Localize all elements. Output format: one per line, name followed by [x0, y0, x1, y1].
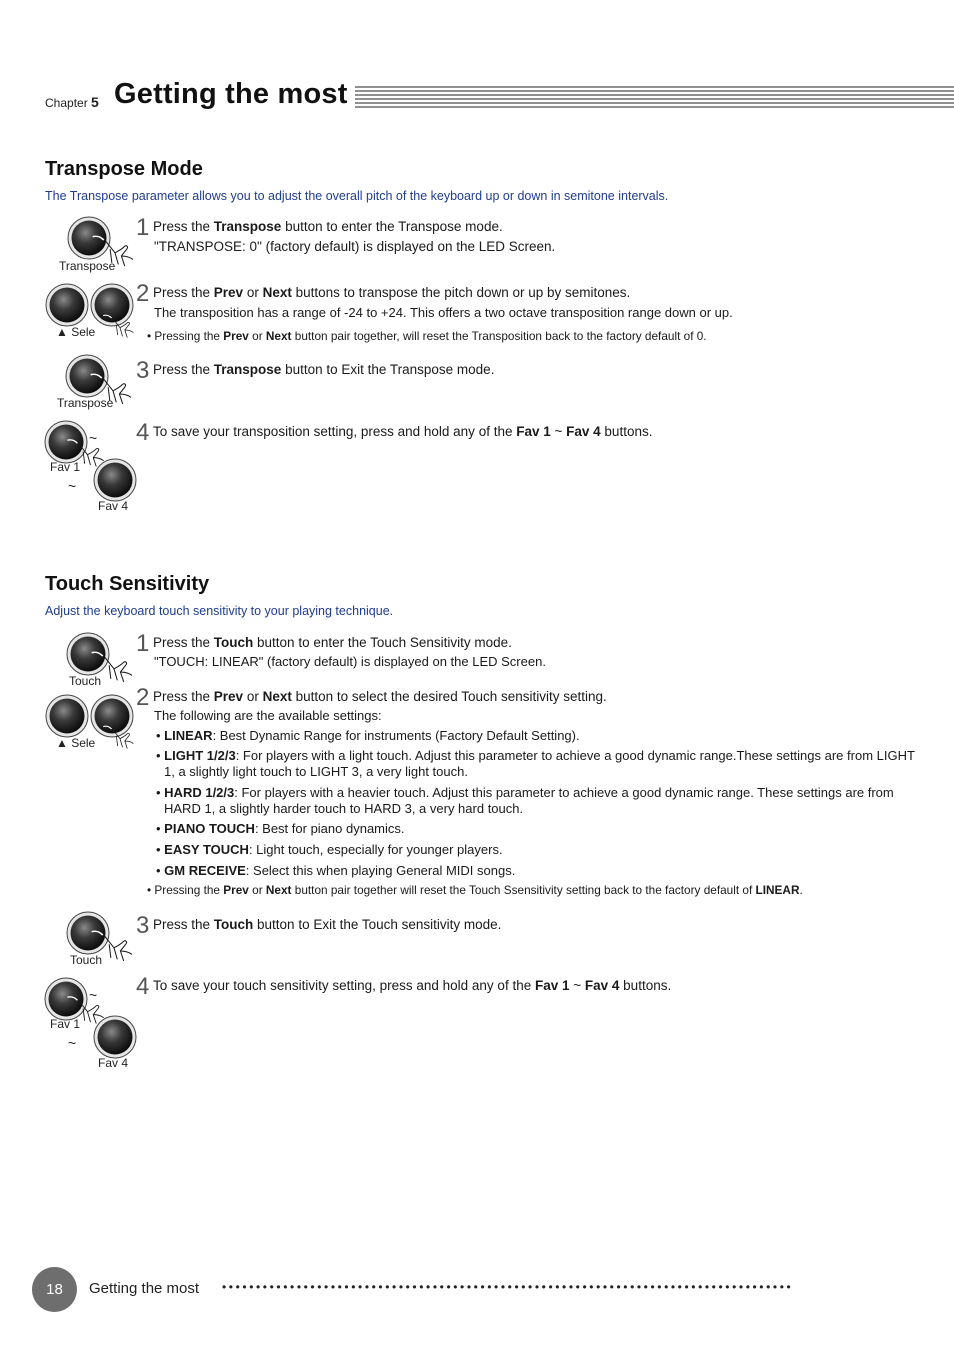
- fav4-button-icon: [93, 458, 137, 502]
- list-item: • LIGHT 1/2/3: For players with a light touch. Adjust this parameter to achieve a good dynamic range.These settings are from LIGHT 1, a slightly light touch to LIGHT 3, a very light touch.: [156, 748, 915, 779]
- step-note: • Pressing the Prev or Next button pair together will reset the Touch Ssensitivity setting back to the factory default of LINEAR.: [147, 883, 803, 897]
- fav4-button-icon: [93, 1015, 137, 1059]
- step-note: • Pressing the Prev or Next button pair together, will reset the Transposition back to the factory default of 0.: [147, 329, 707, 343]
- list-item: • HARD 1/2/3: For players with a heavier touch. Adjust this parameter to achieve a good dynamic range. These settings are from HARD 1, a slightly harder touch to HARD 3, a very hard touch.: [156, 785, 894, 816]
- prev-button-icon: [45, 694, 89, 738]
- touch-button-label: Touch: [70, 953, 103, 967]
- section-title-transpose: Transpose Mode: [45, 158, 203, 180]
- step-subtext: "TOUCH: LINEAR" (factory default) is displayed on the LED Screen.: [154, 654, 546, 669]
- step-number: 3: [136, 912, 150, 939]
- step-number: 4: [136, 419, 150, 446]
- step-text: Press the Transpose button to enter the Transpose mode.: [153, 219, 503, 234]
- finger-press-icon: [100, 723, 140, 753]
- step-subtext: The following are the available settings:: [154, 708, 382, 723]
- list-item: • GM RECEIVE: Select this when playing General MIDI songs.: [156, 863, 516, 878]
- step-subtext: "TRANSPOSE: 0" (factory default) is displayed on the LED Screen.: [154, 239, 556, 254]
- fav4-button-label: Fav 4: [98, 1056, 129, 1070]
- tilde-symbol: ~: [89, 430, 98, 446]
- tilde-symbol: ~: [68, 1035, 77, 1051]
- page-title: Getting the most: [114, 78, 348, 110]
- step-number: 1: [136, 630, 150, 657]
- step-text: To save your transposition setting, press and hold any of the Fav 1 ~ Fav 4 buttons.: [153, 424, 653, 439]
- step-number: 2: [136, 280, 150, 307]
- step-text: Press the Prev or Next buttons to transpose the pitch down or up by semitones.: [153, 285, 631, 300]
- fav1-button-label: Fav 1: [50, 1017, 81, 1031]
- step-number: 4: [136, 973, 150, 1000]
- fav1-button-label: Fav 1: [50, 460, 81, 474]
- step-number: 1: [136, 214, 150, 241]
- touch-intro: Adjust the keyboard touch sensitivity to your playing technique.: [45, 604, 394, 618]
- touch-button-label: Touch: [69, 674, 102, 688]
- footer-dot-leader: ••••••••••••••••••••••••••••••••••••••••••••••••••••••••••••••••••••••••••••••••••••: [222, 1280, 794, 1294]
- tilde-symbol: ~: [68, 478, 77, 494]
- fav4-button-label: Fav 4: [98, 499, 129, 513]
- list-item: • EASY TOUCH: Light touch, especially for younger players.: [156, 842, 503, 857]
- step-text: Press the Transpose button to Exit the Transpose mode.: [153, 362, 495, 377]
- chapter-number: 5: [91, 94, 99, 110]
- step-text: Press the Prev or Next button to select the desired Touch sensitivity setting.: [153, 689, 607, 704]
- page-number: 18: [32, 1267, 77, 1312]
- chapter-label: [45, 94, 99, 110]
- list-item: • LINEAR: Best Dynamic Range for instruments (Factory Default Setting).: [156, 728, 580, 743]
- select-button-label: ▲ Sele: [56, 325, 96, 339]
- step-text: Press the Touch button to Exit the Touch sensitivity mode.: [153, 917, 502, 932]
- step-text: Press the Touch button to enter the Touch Sensitivity mode.: [153, 635, 512, 650]
- tilde-symbol: ~: [89, 987, 98, 1003]
- transpose-button-label: Transpose: [57, 396, 114, 410]
- step-text: To save your touch sensitivity setting, press and hold any of the Fav 1 ~ Fav 4 buttons.: [153, 978, 672, 993]
- step-number: 3: [136, 357, 150, 384]
- select-button-label: ▲ Sele: [56, 736, 96, 750]
- list-item: • PIANO TOUCH: Best for piano dynamics.: [156, 821, 405, 836]
- header-rule-lines: [355, 86, 954, 110]
- step-number: 2: [136, 684, 150, 711]
- footer-title: Getting the most: [89, 1280, 200, 1297]
- chapter-label-text: Chapter: [45, 96, 88, 110]
- section-title-touch: Touch Sensitivity: [45, 573, 210, 595]
- transpose-button-label: Transpose: [59, 259, 116, 273]
- transpose-intro: The Transpose parameter allows you to adjust the overall pitch of the keyboard up or down in semitone intervals.: [45, 189, 669, 203]
- finger-press-icon: [100, 312, 140, 342]
- step-subtext: The transposition has a range of -24 to +24. This offers a two octave transposition range down or up.: [154, 305, 733, 320]
- prev-button-icon: [45, 283, 89, 327]
